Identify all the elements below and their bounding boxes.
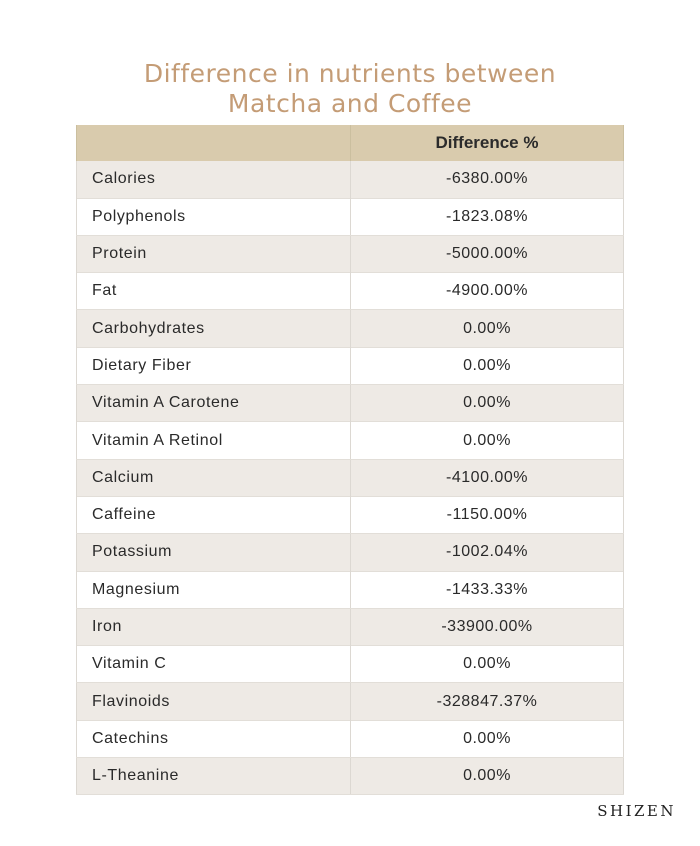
chart-title-line-2: Matcha and Coffee bbox=[227, 88, 473, 118]
nutrient-name: Vitamin C bbox=[77, 646, 351, 683]
difference-value: -1823.08% bbox=[351, 198, 624, 235]
header-difference: Difference % bbox=[351, 125, 624, 161]
difference-value: 0.00% bbox=[351, 385, 624, 422]
nutrient-name: Carbohydrates bbox=[77, 310, 351, 347]
difference-value: -6380.00% bbox=[351, 161, 624, 198]
table-row bbox=[77, 422, 624, 459]
nutrient-name: Caffeine bbox=[77, 496, 351, 533]
difference-value: -5000.00% bbox=[351, 235, 624, 272]
nutrient-name: Polyphenols bbox=[77, 198, 351, 235]
nutrient-name: Fat bbox=[77, 273, 351, 310]
nutrient-name: Magnesium bbox=[77, 571, 351, 608]
table-row bbox=[77, 459, 624, 496]
table-row bbox=[77, 571, 624, 608]
table-row bbox=[77, 758, 624, 795]
difference-value: -1150.00% bbox=[351, 496, 624, 533]
table-row bbox=[77, 273, 624, 310]
table-row bbox=[77, 235, 624, 272]
table-row bbox=[77, 161, 624, 198]
table-row bbox=[77, 683, 624, 720]
difference-value: 0.00% bbox=[351, 758, 624, 795]
table-row bbox=[77, 646, 624, 683]
difference-value: 0.00% bbox=[351, 646, 624, 683]
nutrient-name: Dietary Fiber bbox=[77, 347, 351, 384]
table-row bbox=[77, 720, 624, 757]
nutrient-name: Flavinoids bbox=[77, 683, 351, 720]
difference-value: -33900.00% bbox=[351, 608, 624, 645]
difference-value: -4100.00% bbox=[351, 459, 624, 496]
difference-value: 0.00% bbox=[351, 347, 624, 384]
table-row bbox=[77, 534, 624, 571]
header-nutrient bbox=[77, 125, 351, 161]
nutrient-difference-table bbox=[76, 125, 624, 795]
nutrient-name: Protein bbox=[77, 235, 351, 272]
difference-value: 0.00% bbox=[351, 720, 624, 757]
table-row bbox=[77, 608, 624, 645]
difference-value: 0.00% bbox=[351, 310, 624, 347]
nutrient-name: Vitamin A Retinol bbox=[77, 422, 351, 459]
chart-title-line-1: Difference in nutrients between bbox=[143, 58, 557, 88]
nutrient-name: L-Theanine bbox=[77, 758, 351, 795]
nutrient-name: Calories bbox=[77, 161, 351, 198]
difference-value: -328847.37% bbox=[351, 683, 624, 720]
nutrient-name: Vitamin A Carotene bbox=[77, 385, 351, 422]
table-row bbox=[77, 385, 624, 422]
difference-value: -4900.00% bbox=[351, 273, 624, 310]
difference-value: 0.00% bbox=[351, 422, 624, 459]
table-row bbox=[77, 347, 624, 384]
nutrient-name: Catechins bbox=[77, 720, 351, 757]
table-body bbox=[77, 161, 624, 795]
difference-value: -1002.04% bbox=[351, 534, 624, 571]
table-header-row bbox=[77, 125, 624, 161]
table-row bbox=[77, 496, 624, 533]
nutrient-name: Calcium bbox=[77, 459, 351, 496]
table-row bbox=[77, 198, 624, 235]
table-row bbox=[77, 310, 624, 347]
brand-logo: SHIZEN bbox=[597, 802, 676, 820]
difference-value: -1433.33% bbox=[351, 571, 624, 608]
chart-title bbox=[0, 59, 700, 119]
nutrient-name: Potassium bbox=[77, 534, 351, 571]
nutrient-name: Iron bbox=[77, 608, 351, 645]
